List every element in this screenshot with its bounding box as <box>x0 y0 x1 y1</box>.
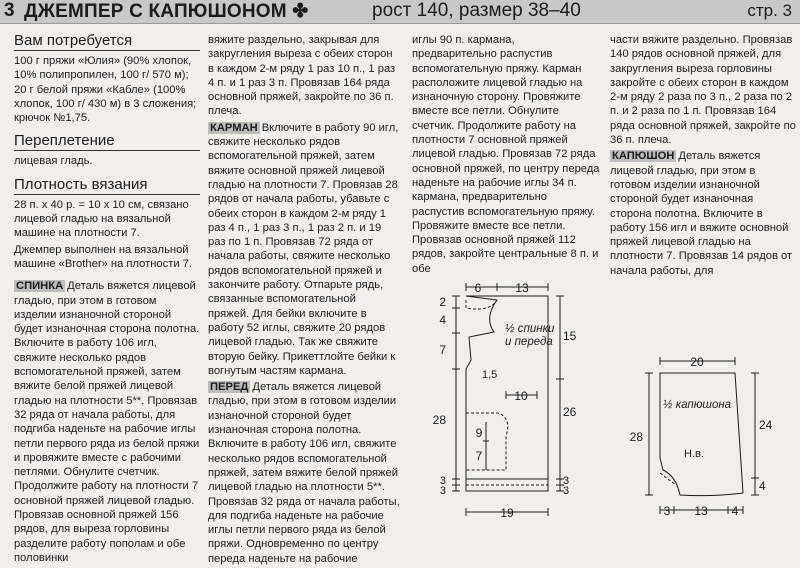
dim-top-13: 13 <box>515 281 529 295</box>
hood-dim-bottom-13: 13 <box>694 504 708 518</box>
body-diagram-labels <box>433 281 577 520</box>
front-end-text: части вяжите раздельно. Провязав 140 рядов основной пряжей, для закругления выреза горловины закройте с обеих сторон в каждом 2-м ряду 2 раза по 3 п., 2 раза по 2 п. и 2 раза по 1 п. Провязав 164 ряда основной пряжей, закройте по 36 п. плеча. <box>610 34 796 147</box>
hood-dim-left-28: 28 <box>629 430 643 444</box>
machine-text: Джемпер выполнен на вязальной машине «Brother» на плотности 7. <box>14 243 193 270</box>
dim-right-26: 26 <box>563 405 577 419</box>
dim-right-3b: 3 <box>563 485 570 497</box>
back-text: Деталь вяжется лицевой гладью, при этом в готовом изделии изнаночной стороной будет изнаночная сторона полотна. Включите в работу 106 игл, свяжите несколько рядов вспомогательной пряжей, затем вяжите белой пряжей лицевой гладью на плотности 5**. Провязав 32 ряда от начала работы, для подгиба наденьте на рабочие иглы петли первого ряда из белой пряжи и провяжите вместе с рабочими петлями. Обнулите счетчик. Продолжите работу на плотности 7 основной пряжей лицевой гладью. Провязав основной пряжей 156 рядов, для выреза горловины разделите работу пополам и обе половинки <box>14 280 200 564</box>
title-text: ДЖЕМПЕР С КАПЮШОНОМ <box>24 1 287 22</box>
front-text: Деталь вяжется лицевой гладью, при этом в готовом изделии изнаночной стороной будет изнаночная сторона полотна. Включите в работу 106 игл, свяжите несколько рядов вспомогательной пряжей, затем вяжите белой пряжей лицевой гладью на плотности 5**. Провязав 32 ряда от начала работы, для подгиба наденьте на рабочие иглы петли первого ряда из белой пряжи. Одновременно по центру переда наденьте на рабочие <box>208 381 400 565</box>
hood-dim-right-24: 24 <box>759 418 773 432</box>
dim-1-5: 1,5 <box>482 369 498 381</box>
pattern-text: лицевая гладь. <box>14 155 93 168</box>
pocket-keyword: КАРМАН <box>210 121 258 134</box>
hood-dim-bottom-4: 4 <box>731 504 739 518</box>
materials-text: 100 г пряжи «Юлия» (90% хлопок, 10% полипропилен, 100 г/ 570 м); 20 г белой пряжи «Кабле» (100% хлопок, 100 г/ 430 м) в 3 сложения; крючок №1,75. <box>14 55 197 125</box>
dim-pocket-10: 10 <box>514 389 528 403</box>
hood-dim-bottom-3: 3 <box>663 504 671 518</box>
pattern-heading: Переплетение <box>14 133 200 151</box>
hood-outline <box>660 373 743 496</box>
hood-pattern-diagram <box>645 357 759 514</box>
dim-left-28: 28 <box>432 413 446 427</box>
page-label: стр. 3 <box>747 1 792 20</box>
back-continued-text: вяжите раздельно, закрывая для закругления выреза с обеих сторон в каждом 2-м ряду 1 раз 10 п., 1 раз 4 п. и 1 раз 3 п. Провязав 164 ряда основной пряжей, закройте по 36 п. плеча. <box>208 34 396 118</box>
hood-text: Деталь вяжется лицевой гладью, при этом в готовом изделии изнаночной стороной будет изнаночная сторона полотна. Включите в работу 156 игл и вяжите основной пряжей лицевой гладью на плотности 7. Провязав 14 рядов от начала работы, для <box>610 150 793 277</box>
hood-diagram-labels <box>630 355 773 518</box>
dim-left-7: 7 <box>439 343 446 357</box>
density-heading: Плотность вязания <box>14 177 200 195</box>
page-number: 3 <box>4 0 15 21</box>
back-keyword: СПИНКА <box>16 280 64 293</box>
dim-pocket-7: 7 <box>475 449 483 463</box>
hood-label: ½ капюшона <box>662 399 732 411</box>
dim-right-15: 15 <box>563 329 577 343</box>
front-keyword: ПЕРЕД <box>210 381 249 394</box>
hood-nv-label: Н.в. <box>684 448 704 460</box>
hood-keyword: КАПЮШОН <box>612 150 675 163</box>
dim-top-6: 6 <box>474 281 482 295</box>
pocket-text: Включите в работу 90 игл, свяжите несколько рядов вспомогательной пряжей, затем вяжите основной пряжей лицевой гладью на плотности 7. Провязав 28 рядов от начала работы, убавьте с обеих сторон в каждом 2-м ряду 1 раз 4 п., 1 раз 3 п., 1 раз 2 п. и 19 раз по 1 п. Провязав 72 ряда от начала работы, свяжите несколько рядов вспомогательной пряжей и закончите работу. Отпарьте рядь, связанные вспомогательной пряжей. Для бейки включите в работу 52 иглы, свяжите 20 рядов лицевой гладью. Так же свяжите вторую бейку. Прикеттлойте бейки к вогнутым частям кармана. <box>208 121 399 377</box>
body-label-line2: и переда <box>505 336 553 348</box>
front-continued-text: иглы 90 п. кармана, предварительно распустив вспомогательную пряжу. Карман расположите лицевой гладью на изнаночную сторону. Провяжите вместе все петли. Обнулите счетчик. Продолжите работу на плотности 7 основной пряжей лицевой гладью. Провязав 72 ряда основной пряжей, по центру переда наденьте на рабочие иглы 34 п. кармана, предварительно распустив вспомогательную пряжу. Провяжите вместе все петли. Провязав основной пряжей 112 рядов, закройте центральные 8 п. и обе <box>412 34 600 275</box>
dim-left-4: 4 <box>439 313 446 327</box>
density-text: 28 п. x 40 р. = 10 x 10 см, связано лицевой гладью на вязальной машине на плотности 7. <box>14 198 189 240</box>
hood-dim-top-20: 20 <box>690 355 704 369</box>
dim-right-3a: 3 <box>563 475 570 487</box>
size-info: рост 140, размер 38–40 <box>372 0 581 21</box>
dim-width-19: 19 <box>500 506 514 520</box>
body-pattern-diagram <box>452 283 564 516</box>
dim-left-2: 2 <box>439 295 446 309</box>
dim-bottom-3a: 3 <box>439 475 446 487</box>
dim-bottom-3b: 3 <box>439 485 446 497</box>
materials-heading: Вам потребуется <box>14 33 200 51</box>
body-label-line1: ½ спинки <box>505 323 555 335</box>
hood-dim-right-4: 4 <box>759 479 766 493</box>
dim-pocket-9: 9 <box>475 426 483 440</box>
ornament-icon: ✤ <box>292 1 309 22</box>
